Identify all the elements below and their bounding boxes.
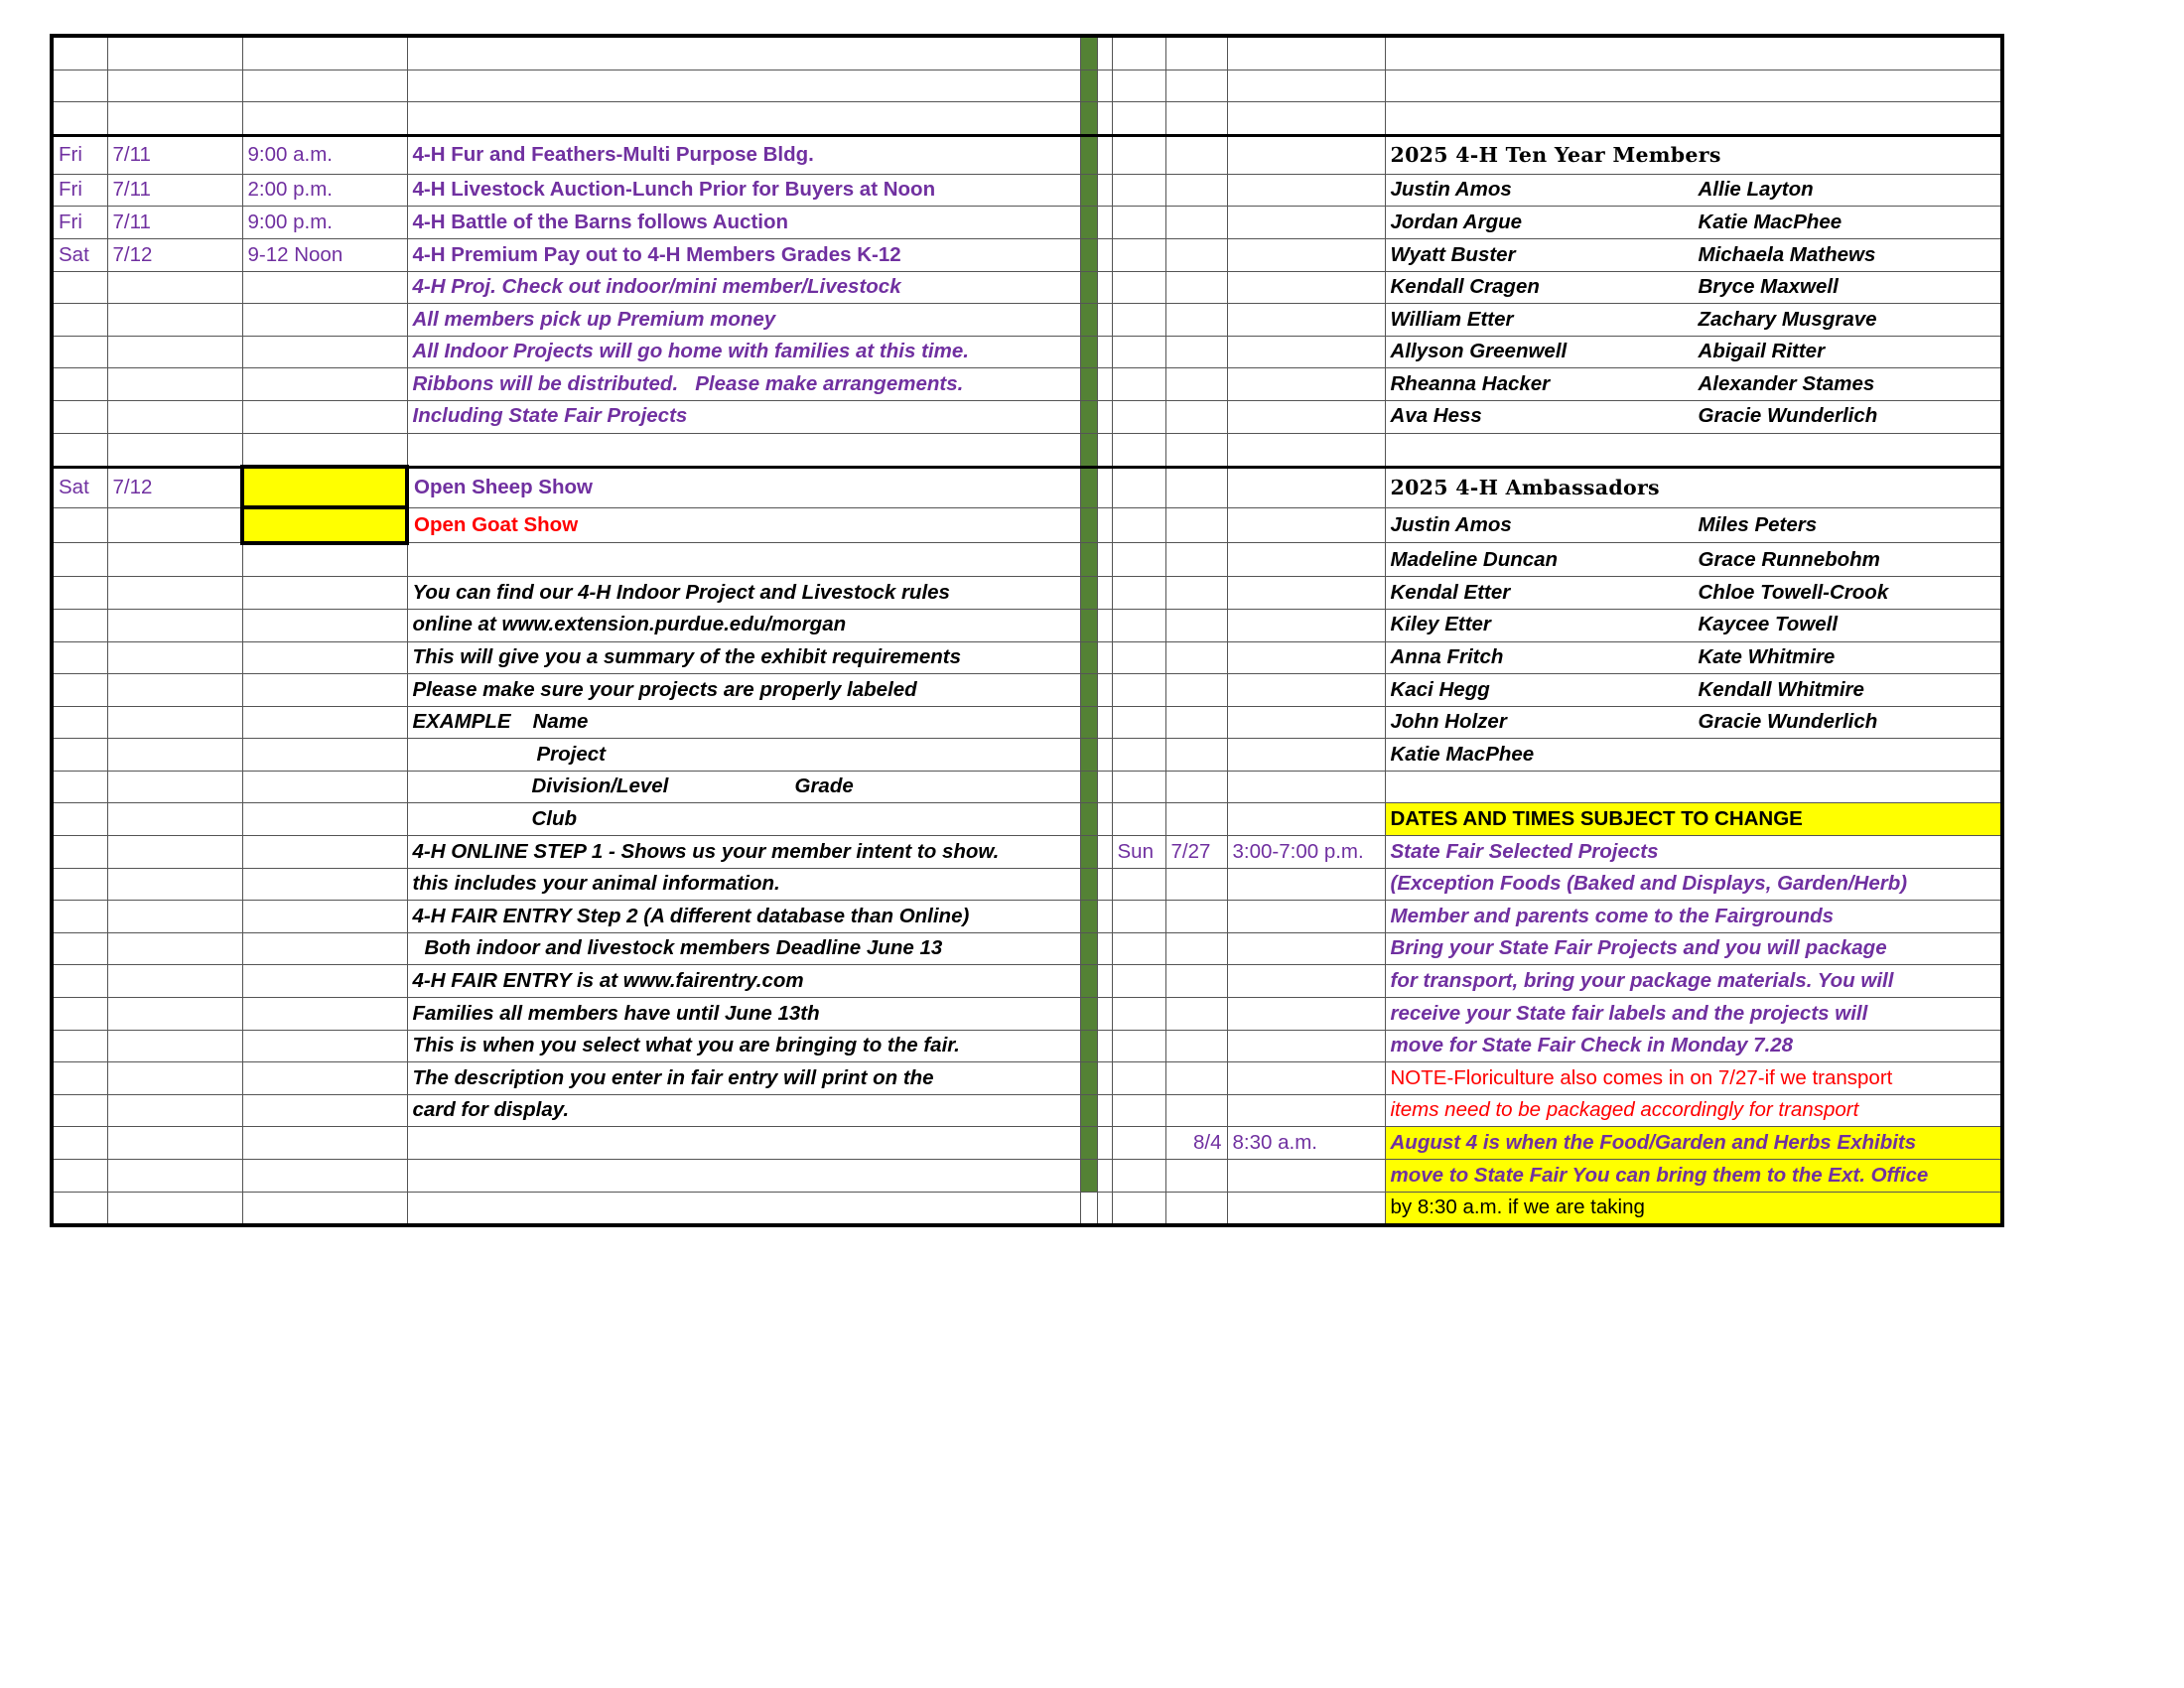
table-row xyxy=(52,400,2002,433)
entry-note: 4-H FAIR ENTRY Step 2 (A different database than Online) xyxy=(407,901,1080,933)
member-name: Kendall Whitmire xyxy=(1698,677,1864,701)
member-name: Katie MacPhee xyxy=(1698,210,1843,233)
food-garden-line: move to State Fair You can bring them to the Ext. Office xyxy=(1385,1160,2002,1193)
member-name: Abigail Ritter xyxy=(1698,340,1826,363)
rules-note: online at www.extension.purdue.edu/morgan xyxy=(407,609,1080,641)
member-name: Alexander Stames xyxy=(1698,371,1875,395)
table-row xyxy=(52,998,2002,1031)
highlight-cell xyxy=(242,467,407,507)
sheep-show-cell: Open Sheep Show xyxy=(407,467,1080,507)
time-cell: 8:30 a.m. xyxy=(1227,1127,1385,1160)
ambassadors-title: 2025 4-H Ambassadors xyxy=(1385,467,2002,507)
premium-note: All Indoor Projects will go home with families at this time. xyxy=(407,336,1080,368)
state-fair-line: Bring your State Fair Projects and you will package xyxy=(1385,932,2002,965)
member-name: Kendal Etter xyxy=(1390,580,1511,604)
entry-note: 4-H FAIR ENTRY is at www.fairentry.com xyxy=(407,965,1080,998)
schedule-sheet xyxy=(50,34,2004,1227)
table-row xyxy=(52,70,2002,102)
table-row xyxy=(52,271,2002,304)
date-cell: 7/12 xyxy=(107,238,242,271)
member-name: Kendall Cragen xyxy=(1390,275,1540,299)
member-name: Anna Fritch xyxy=(1390,645,1504,669)
table-row xyxy=(52,674,2002,707)
member-name: Miles Peters xyxy=(1698,512,1818,536)
example-line xyxy=(407,706,1080,739)
premium-note: 4-H Proj. Check out indoor/mini member/Livestock xyxy=(407,271,1080,304)
name-pair xyxy=(1385,400,2002,433)
table-row xyxy=(52,336,2002,368)
time-cell: 3:00-7:00 p.m. xyxy=(1227,836,1385,869)
member-name: Kaycee Towell xyxy=(1698,613,1839,636)
table-row xyxy=(52,965,2002,998)
table-row xyxy=(52,706,2002,739)
example-label: EXAMPLE xyxy=(412,710,511,734)
member-name: Ava Hess xyxy=(1390,404,1482,428)
name-pair xyxy=(1385,674,2002,707)
rules-note: You can find our 4-H Indoor Project and Livestock rules xyxy=(407,577,1080,610)
table-row xyxy=(52,641,2002,674)
table-row xyxy=(52,932,2002,965)
time-cell: 2:00 p.m. xyxy=(242,174,407,207)
table-row xyxy=(52,1160,2002,1193)
table-row xyxy=(52,135,2002,174)
ten-year-title: 2025 4-H Ten Year Members xyxy=(1385,135,2002,174)
member-name: Rheanna Hacker xyxy=(1390,371,1551,395)
table-row xyxy=(52,1192,2002,1225)
member-name: Grace Runnebohm xyxy=(1698,547,1880,571)
event-cell: 4-H Livestock Auction-Lunch Prior for Buyers at Noon xyxy=(407,174,1080,207)
state-fair-line: for transport, bring your package materials. You will xyxy=(1385,965,2002,998)
entry-note: Both indoor and livestock members Deadline June 13 xyxy=(407,932,1080,965)
member-name: Allie Layton xyxy=(1698,178,1814,202)
name-pair xyxy=(1385,207,2002,239)
member-name: Allyson Greenwell xyxy=(1390,340,1568,363)
member-name: Zachary Musgrave xyxy=(1698,307,1877,331)
member-name: Bryce Maxwell xyxy=(1698,275,1839,299)
member-name: John Holzer xyxy=(1390,710,1507,734)
food-garden-line: August 4 is when the Food/Garden and Herbs Exhibits xyxy=(1385,1127,2002,1160)
table-row xyxy=(52,771,2002,803)
table-row xyxy=(52,304,2002,337)
example-name: Name xyxy=(532,710,589,734)
table-row xyxy=(52,368,2002,401)
member-name: Jordan Argue xyxy=(1390,210,1523,233)
event-cell: 4-H Premium Pay out to 4-H Members Grades K-12 xyxy=(407,238,1080,271)
member-name: Gracie Wunderlich xyxy=(1698,404,1878,428)
table-row xyxy=(52,467,2002,507)
time-cell: 9-12 Noon xyxy=(242,238,407,271)
member-name: Kiley Etter xyxy=(1390,613,1491,636)
time-cell: 9:00 p.m. xyxy=(242,207,407,239)
table-row xyxy=(52,102,2002,136)
table-row xyxy=(52,174,2002,207)
name-pair xyxy=(1385,507,2002,543)
entry-note: card for display. xyxy=(407,1094,1080,1127)
example-project: Project xyxy=(407,739,1080,772)
entry-note: Families all members have until June 13th xyxy=(407,998,1080,1031)
table-row xyxy=(52,901,2002,933)
food-garden-line: by 8:30 a.m. if we are taking xyxy=(1385,1192,2002,1225)
premium-note: All members pick up Premium money xyxy=(407,304,1080,337)
event-cell: 4-H Fur and Feathers-Multi Purpose Bldg. xyxy=(407,135,1080,174)
member-name: Justin Amos xyxy=(1390,178,1512,202)
name-pair xyxy=(1385,739,2002,772)
name-pair xyxy=(1385,609,2002,641)
table-row xyxy=(52,1062,2002,1095)
example-division: Division/Level xyxy=(531,774,669,798)
day-cell: Fri xyxy=(52,135,107,174)
day-cell: Fri xyxy=(52,207,107,239)
name-pair xyxy=(1385,271,2002,304)
table-row xyxy=(52,609,2002,641)
state-fair-line: receive your State fair labels and the projects will xyxy=(1385,998,2002,1031)
member-name: Gracie Wunderlich xyxy=(1698,710,1878,734)
name-pair xyxy=(1385,368,2002,401)
name-pair xyxy=(1385,336,2002,368)
example-grade: Grade xyxy=(794,774,854,798)
member-name: William Etter xyxy=(1390,307,1514,331)
member-name: Kaci Hegg xyxy=(1390,677,1490,701)
name-pair xyxy=(1385,577,2002,610)
state-fair-line: (Exception Foods (Baked and Displays, Garden/Herb) xyxy=(1385,868,2002,901)
member-name: Madeline Duncan xyxy=(1390,547,1559,571)
date-cell: 8/4 xyxy=(1165,1127,1227,1160)
highlight-cell xyxy=(242,507,407,543)
floriculture-note: items need to be packaged accordingly for transport xyxy=(1385,1094,2002,1127)
table-row xyxy=(52,577,2002,610)
member-name: Chloe Towell-Crook xyxy=(1698,580,1889,604)
table-row xyxy=(52,1094,2002,1127)
entry-note: 4-H ONLINE STEP 1 - Shows us your member intent to show. xyxy=(407,836,1080,869)
table-row xyxy=(52,739,2002,772)
date-cell: 7/11 xyxy=(107,135,242,174)
premium-note: Ribbons will be distributed. Please make arrangements. xyxy=(407,368,1080,401)
member-name: Wyatt Buster xyxy=(1390,242,1516,266)
name-pair xyxy=(1385,641,2002,674)
premium-note: Including State Fair Projects xyxy=(407,400,1080,433)
date-cell: 7/11 xyxy=(107,207,242,239)
entry-note: The description you enter in fair entry will print on the xyxy=(407,1062,1080,1095)
entry-note: This is when you select what you are bringing to the fair. xyxy=(407,1030,1080,1062)
member-name: Katie MacPhee xyxy=(1390,742,1535,766)
table-row xyxy=(52,507,2002,543)
rules-note: Please make sure your projects are properly labeled xyxy=(407,674,1080,707)
goat-show-cell: Open Goat Show xyxy=(407,507,1080,543)
name-pair xyxy=(1385,304,2002,337)
name-pair xyxy=(1385,174,2002,207)
table-row xyxy=(52,238,2002,271)
name-pair xyxy=(1385,543,2002,577)
floriculture-note: NOTE-Floriculture also comes in on 7/27-if we transport xyxy=(1385,1062,2002,1095)
member-name: Justin Amos xyxy=(1390,512,1512,536)
table-row xyxy=(52,36,2002,70)
state-fair-line: move for State Fair Check in Monday 7.28 xyxy=(1385,1030,2002,1062)
table-row xyxy=(52,868,2002,901)
date-cell: 7/12 xyxy=(107,467,242,507)
day-cell: Sat xyxy=(52,467,107,507)
table-row xyxy=(52,836,2002,869)
time-cell: 9:00 a.m. xyxy=(242,135,407,174)
entry-note: this includes your animal information. xyxy=(407,868,1080,901)
table-row xyxy=(52,1030,2002,1062)
rules-note: This will give you a summary of the exhibit requirements xyxy=(407,641,1080,674)
notice-banner: DATES AND TIMES SUBJECT TO CHANGE xyxy=(1385,803,2002,836)
state-fair-line: Member and parents come to the Fairgrounds xyxy=(1385,901,2002,933)
name-pair xyxy=(1385,706,2002,739)
table-row xyxy=(52,207,2002,239)
table-row xyxy=(52,803,2002,836)
example-club: Club xyxy=(407,803,1080,836)
day-cell: Sun xyxy=(1112,836,1165,869)
member-name: Michaela Mathews xyxy=(1698,242,1876,266)
table-row xyxy=(52,1127,2002,1160)
table-row xyxy=(52,433,2002,467)
day-cell: Fri xyxy=(52,174,107,207)
table-row xyxy=(52,543,2002,577)
state-fair-line: State Fair Selected Projects xyxy=(1385,836,2002,869)
day-cell: Sat xyxy=(52,238,107,271)
date-cell: 7/27 xyxy=(1165,836,1227,869)
date-cell: 7/11 xyxy=(107,174,242,207)
event-cell: 4-H Battle of the Barns follows Auction xyxy=(407,207,1080,239)
name-pair xyxy=(1385,238,2002,271)
member-name: Kate Whitmire xyxy=(1698,645,1836,669)
example-division-line xyxy=(407,771,1080,803)
